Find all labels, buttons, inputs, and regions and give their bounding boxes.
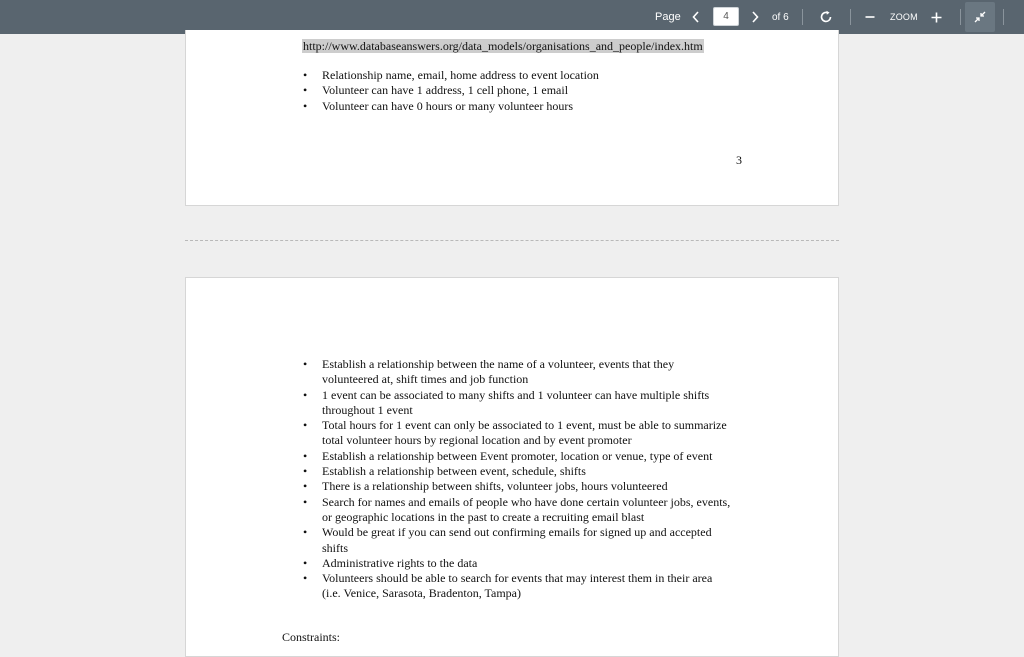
page-label: Page [655,11,681,23]
exit-fullscreen-button[interactable] [965,2,995,32]
document-page-3 [185,30,839,206]
toolbar-divider [960,9,961,25]
pdf-toolbar [0,0,1024,34]
toolbar-divider [802,9,803,25]
list-item: • Would be great if you can send out confirming emails for signed up and accepted shifts [303,525,733,556]
page4-bullet-list [303,357,733,602]
list-item: • Volunteers should be able to search for events that may interest them in their area (i.e. Venice, Sarasota, Bradenton, Tampa) [303,571,733,602]
chevron-right-icon [751,11,759,23]
zoom-in-button[interactable] [928,0,944,34]
chevron-left-icon [692,11,700,23]
list-item: • Search for names and emails of people who have done certain volunteer jobs, events, or geographic locations in the past to create a recruiting email blast [303,495,733,526]
zoom-out-button[interactable] [863,0,877,34]
minus-icon [865,12,875,22]
rotate-button[interactable] [816,0,836,34]
page-count-label: of 6 [772,11,789,23]
page-number-input[interactable] [713,7,739,26]
next-page-button[interactable] [747,0,763,34]
plus-icon [931,12,942,23]
list-item: • Administrative rights to the data [303,556,733,571]
list-item: • Establish a relationship between the name of a volunteer, events that they volunteered at, shift times and job function [303,357,733,388]
collapse-icon [974,11,986,23]
list-item: • Relationship name, email, home address to event location [303,68,743,83]
highlighted-url: http://www.databaseanswers.org/data_models/organisations_and_people/index.htm [303,39,703,53]
page3-bullet-list [303,68,743,114]
list-item: • There is a relationship between shifts, volunteer jobs, hours volunteered [303,479,733,494]
page-number: 3 [736,153,742,167]
page-break-divider [185,240,839,241]
document-page-4 [185,277,839,657]
list-item: • Volunteer can have 1 address, 1 cell phone, 1 email [303,83,743,98]
list-item: • Total hours for 1 event can only be associated to 1 event, must be able to summarize total volunteer hours by regional location and by event promoter [303,418,733,449]
constraints-heading: Constraints: [282,630,341,644]
toolbar-divider [1003,9,1004,25]
rotate-icon [819,10,833,24]
list-item: • Establish a relationship between Event promoter, location or venue, type of event [303,449,733,464]
prev-page-button[interactable] [688,0,704,34]
list-item: • 1 event can be associated to many shifts and 1 volunteer can have multiple shifts throughout 1 event [303,388,733,419]
list-item: • Establish a relationship between event, schedule, shifts [303,464,733,479]
zoom-label: ZOOM [890,12,918,22]
toolbar-divider [850,9,851,25]
list-item: • Volunteer can have 0 hours or many volunteer hours [303,99,743,114]
